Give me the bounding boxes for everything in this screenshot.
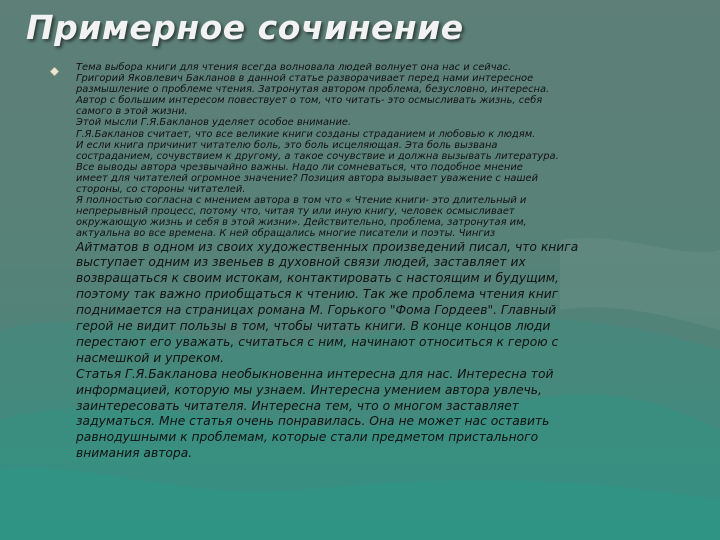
essay-text-small: Тема выбора книги для чтения всегда волновала людей волнует она нас и сейчас. Григорий Яковлевич Бакланов в данной статье разворачивает перед нами интересное размышление о проблеме чтения. Затронутая автором проблема, безусловно, интересна. Автор с большим интересом повествует о том, что читать- это осмысливать жизнь, себя самого в этой жизни. Этой мысли Г.Я.Бакланов уделяет особое внимание. Г.Я.Бакланов считает, что все великие книги созданы страданием и любовью к людям. И если книга причинит читателю боль, это боль исцеляющая. Эта боль вызвана состраданием, сочувствием к другому, а такое сочувствие и должна вызывать литература. Все выводы автора чрезвычайно важны. Надо ли сомневаться, что подобное мнение имеет для читателей огромное значение? Позиция автора вызывает уважение с нашей стороны, со стороны читателей. Я полностью согласна с мнением автора в том что « Чтение книги- это длительный и непрерывный процесс, потому что, читая ту или иную книгу, человек осмысливает окружающую жизнь и себя в этой жизни». Действительно, проблема, затронутая им, актуальна во все времена. К ней обращались многие писатели и поэты. Чингиз (76, 62, 559, 240)
slide-title: Примерное сочинение (26, 8, 464, 47)
diamond-bullet-icon (50, 67, 59, 76)
essay-body (76, 62, 636, 462)
essay-text-large: Айтматов в одном из своих художественных произведений писал, что книга выступает одним из звеньев в духовной связи людей, заставляет их возвращаться к своим истокам, контактировать с настоящим и будущим, поэтому так важно приобщаться к чтению. Так же проблема чтения книг поднимается на страницах романа М. Горького "Фома Гордеев". Главный герой не видит пользы в том, чтобы читать книги. В конце концов люди перестают его уважать, считаться с ним, начинают относиться к герою с насмешкой и упреком. Статья Г.Я.Бакланова необыкновенна интересна для нас. Интересна той информацией, которую мы узнаем. Интересна умением автора увлечь, заинтересовать читателя. Интересна тем, что о многом заставляет задуматься. Мне статья очень понравилась. Она не может нас оставить равнодушными к проблемам, которые стали предметом пристального внимания автора. (76, 239, 579, 461)
